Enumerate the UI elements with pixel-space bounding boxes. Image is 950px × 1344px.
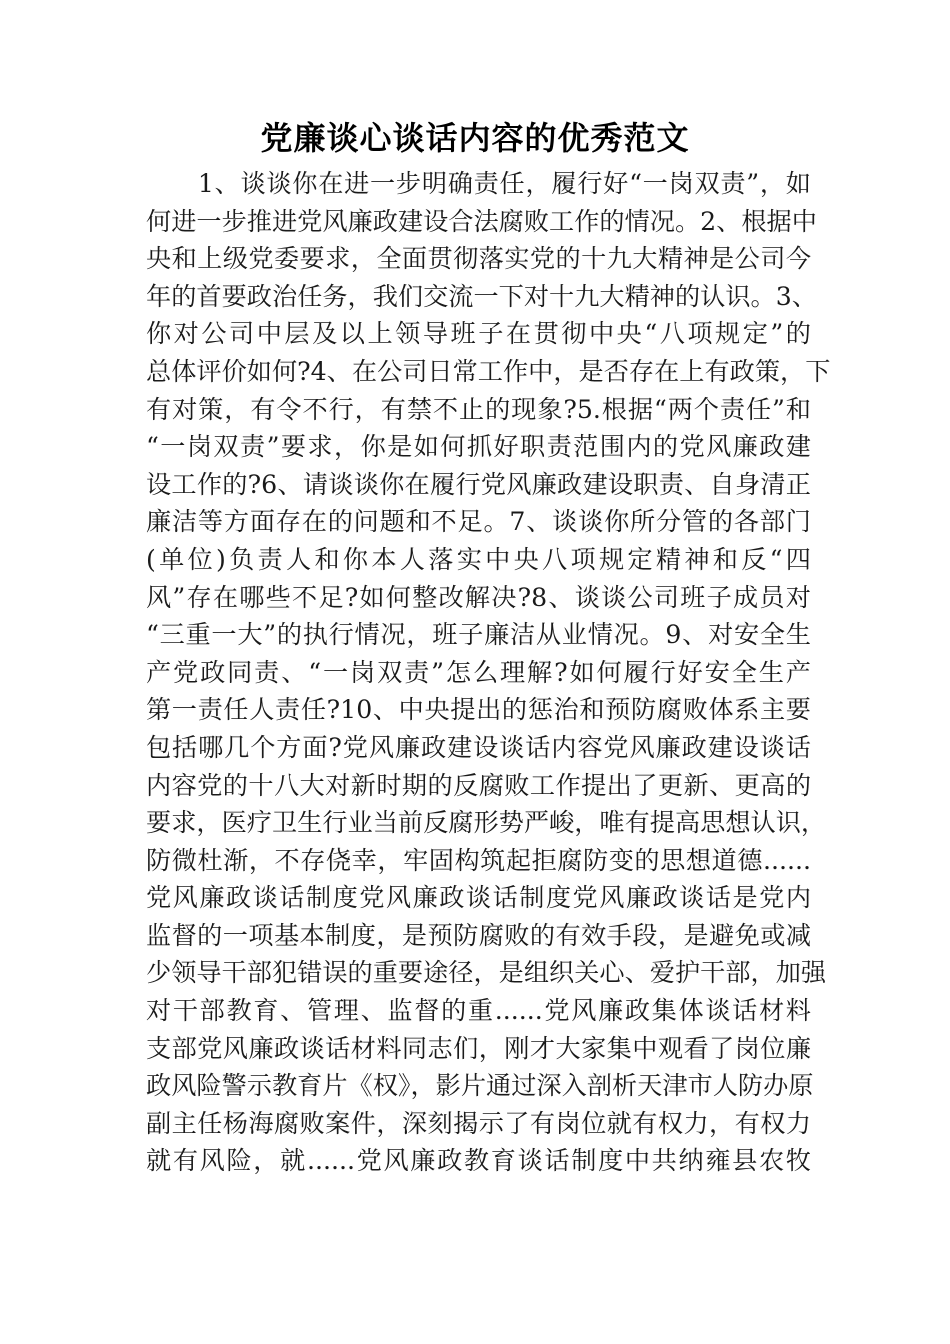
document-title: 党廉谈心谈话内容的优秀范文	[260, 119, 690, 157]
body-line: 党风廉政谈话制度党风廉政谈话制度党风廉政谈话是党内	[146, 883, 811, 913]
body-line: “一岗双责”要求，你是如何抓好职责范围内的党风廉政建	[146, 432, 811, 462]
body-line: 你对公司中层及以上领导班子在贯彻中央“八项规定”的	[146, 319, 811, 349]
body-line: 第一责任人责任?10、中央提出的惩治和预防腐败体系主要	[146, 695, 811, 725]
body-line: 防微杜渐，不存侥幸，牢固构筑起拒腐防变的思想道德......	[146, 845, 811, 875]
body-line: 监督的一项基本制度，是预防腐败的有效手段，是避免或减	[146, 920, 811, 950]
body-line: 要求，医疗卫生行业当前反腐形势严峻，唯有提高思想认识，	[146, 808, 827, 838]
body-line: 设工作的?6、请谈谈你在履行党风廉政建设职责、自身清正	[146, 469, 811, 499]
body-line: 有对策，有令不行，有禁不止的现象?5.根据“两个责任”和	[146, 394, 811, 424]
body-line: 就有风险，就......党风廉政教育谈话制度中共纳雍县农牧	[146, 1146, 811, 1176]
body-line: 风”存在哪些不足?如何整改解决?8、谈谈公司班子成员对	[146, 582, 811, 612]
body-line: 支部党风廉政谈话材料同志们，刚才大家集中观看了岗位廉	[146, 1033, 811, 1063]
body-line: 副主任杨海腐败案件，深刻揭示了有岗位就有权力，有权力	[146, 1108, 811, 1138]
body-line: 年的首要政治任务，我们交流一下对十九大精神的认识。3、	[146, 281, 817, 311]
body-line: 何进一步推进党风廉政建设合法腐败工作的情况。2、根据中	[146, 206, 817, 236]
body-line: 1、谈谈你在进一步明确责任，履行好“一岗双责”，如	[146, 169, 811, 198]
body-line: 内容党的十八大对新时期的反腐败工作提出了更新、更高的	[146, 770, 811, 800]
body-line: (单位)负责人和你本人落实中央八项规定精神和反“四	[146, 544, 811, 574]
body-line: 对干部教育、管理、监督的重......党风廉政集体谈话材料	[146, 996, 811, 1026]
body-line: 产党政同责、“一岗双责”怎么理解?如何履行好安全生产	[146, 657, 811, 687]
body-line: 总体评价如何?4、在公司日常工作中，是否存在上有政策，下	[146, 356, 831, 386]
document-body	[146, 165, 831, 1180]
body-line: 政风险警示教育片《权》，影片通过深入剖析天津市人防办原	[146, 1071, 814, 1101]
body-line: “三重一大”的执行情况，班子廉洁从业情况。9、对安全生	[146, 620, 811, 650]
body-line: 包括哪几个方面?党风廉政建设谈话内容党风廉政建设谈话	[146, 732, 811, 762]
body-line: 廉洁等方面存在的问题和不足。7、谈谈你所分管的各部门	[146, 507, 811, 537]
body-line: 少领导干部犯错误的重要途径，是组织关心、爱护干部，加强	[146, 958, 827, 988]
body-line: 央和上级党委要求，全面贯彻落实党的十九大精神是公司今	[146, 244, 811, 274]
